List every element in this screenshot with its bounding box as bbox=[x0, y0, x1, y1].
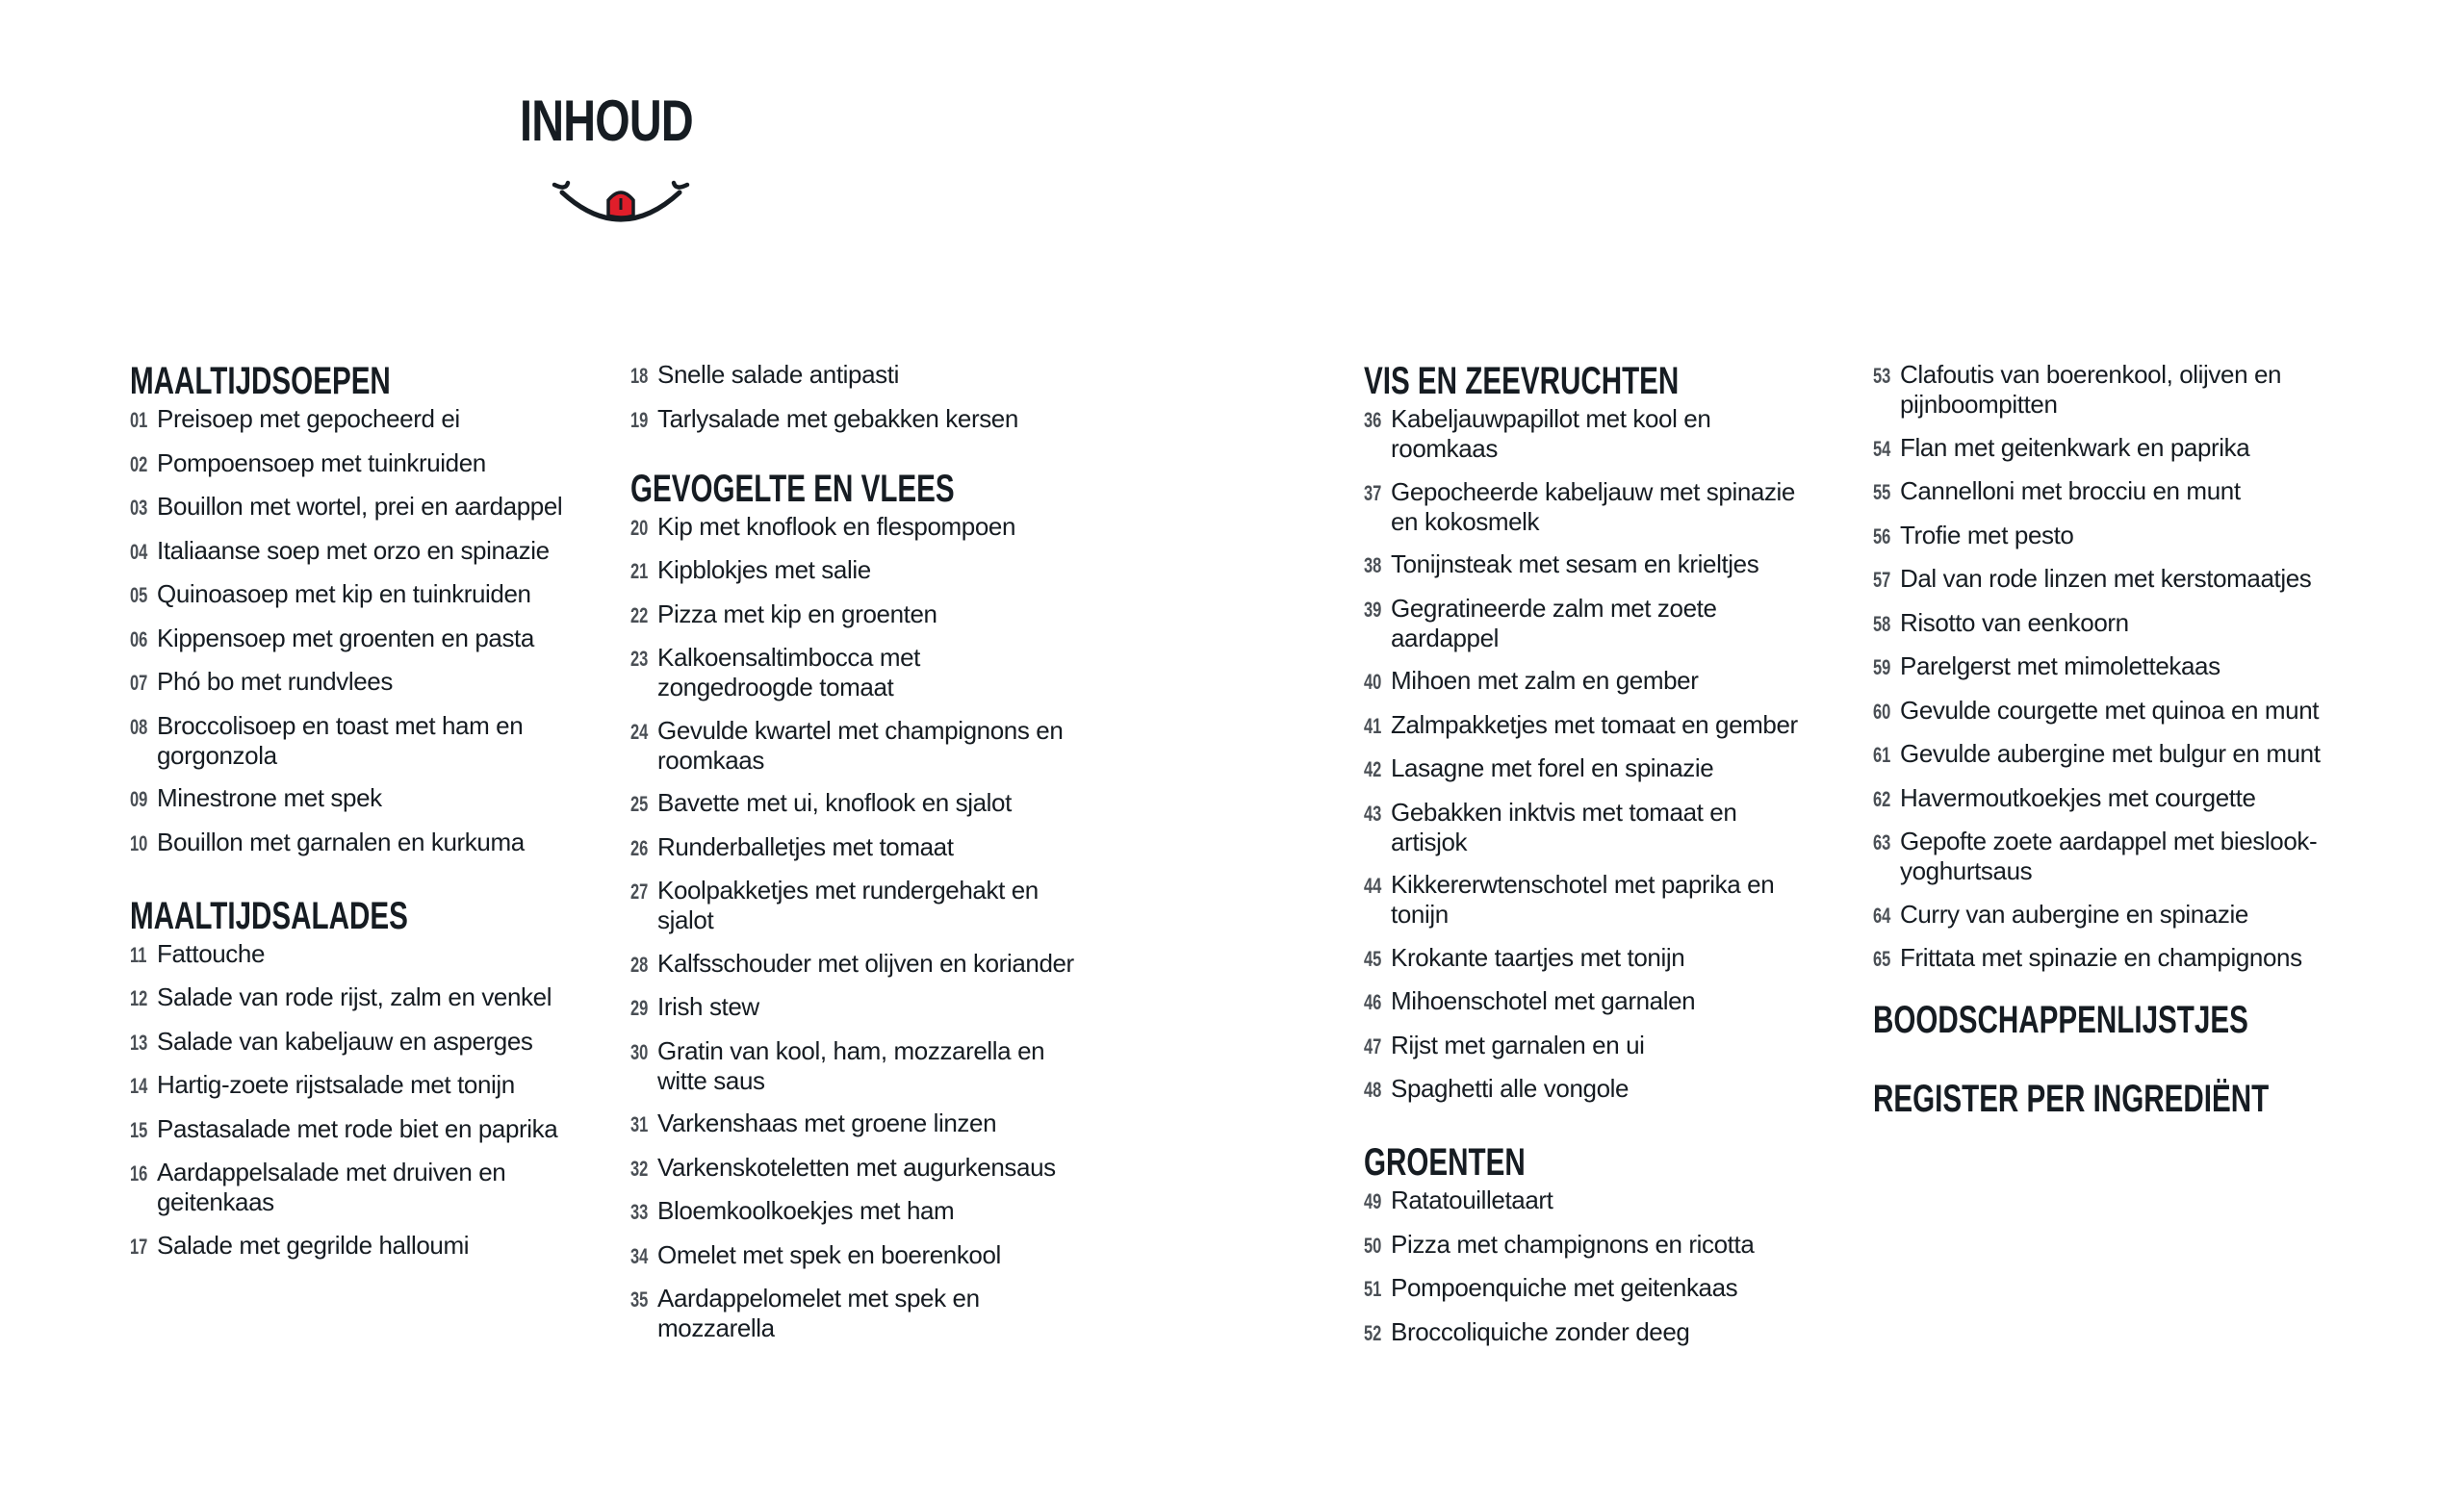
recipe-number: 21 bbox=[630, 559, 649, 583]
recipe-title: Clafoutis van boerenkool, olijven en pijnboompitten bbox=[1900, 360, 2282, 419]
recipe-number: 57 bbox=[1873, 568, 1891, 592]
recipe-title: Bavette met ui, knoflook en sjalot bbox=[657, 788, 1012, 817]
recipe-title: Risotto van eenkoorn bbox=[1900, 607, 2129, 637]
recipe-entry[interactable] bbox=[130, 1027, 611, 1058]
section-maaltijdsoepen bbox=[130, 360, 611, 858]
recipe-entry[interactable] bbox=[1873, 943, 2354, 974]
recipe-entry[interactable] bbox=[1873, 739, 2354, 770]
recipe-entry[interactable] bbox=[630, 992, 1112, 1023]
recipe-entry[interactable] bbox=[630, 949, 1112, 980]
recipe-title: Spaghetti alle vongole bbox=[1391, 1074, 1630, 1103]
recipe-title: Bouillon met wortel, prei en aardappel bbox=[157, 492, 563, 521]
recipe-number: 34 bbox=[630, 1243, 649, 1268]
recipe-list bbox=[630, 360, 1112, 435]
recipe-entry[interactable] bbox=[1873, 696, 2354, 727]
recipe-entry[interactable] bbox=[630, 555, 1112, 586]
recipe-title: Kip met knoflook en flespompoen bbox=[657, 511, 1016, 541]
recipe-number: 24 bbox=[630, 719, 649, 744]
recipe-number: 22 bbox=[630, 602, 649, 627]
recipe-title: Parelgerst met mimolettekaas bbox=[1900, 651, 2220, 680]
section-gevogelte-en-vlees bbox=[630, 468, 1112, 1344]
recipe-title: Gegratineerde zalm met zoete aardappel bbox=[1391, 593, 1717, 652]
recipe-list bbox=[130, 404, 611, 858]
recipe-number: 58 bbox=[1873, 611, 1891, 636]
recipe-number: 16 bbox=[130, 1161, 148, 1185]
recipe-title: Salade van rode rijst, zalm en venkel bbox=[157, 982, 552, 1011]
recipe-number: 13 bbox=[130, 1030, 148, 1055]
smile-tongue-icon bbox=[549, 179, 693, 227]
recipe-number: 28 bbox=[630, 952, 649, 977]
recipe-number: 02 bbox=[130, 451, 148, 476]
recipe-entry[interactable] bbox=[1364, 1317, 1845, 1348]
recipe-number: 25 bbox=[630, 792, 649, 816]
recipe-title: Varkenskoteletten met augurkensaus bbox=[657, 1152, 1056, 1182]
recipe-entry[interactable] bbox=[130, 624, 611, 654]
recipe-entry[interactable] bbox=[1364, 753, 1845, 784]
recipe-title: Bloemkoolkoekjes met ham bbox=[657, 1196, 955, 1225]
recipe-entry[interactable] bbox=[630, 360, 1112, 391]
recipe-entry[interactable] bbox=[130, 536, 611, 567]
recipe-title: Phó bo met rundvlees bbox=[157, 667, 393, 696]
recipe-number: 06 bbox=[130, 626, 148, 651]
section-vis-en-zeevruchten bbox=[1364, 360, 1845, 1105]
recipe-title: Gevulde aubergine met bulgur en munt bbox=[1900, 739, 2321, 768]
recipe-entry[interactable] bbox=[130, 492, 611, 523]
recipe-number: 26 bbox=[630, 835, 649, 860]
section-groenten bbox=[1364, 1141, 1845, 1348]
recipe-entry[interactable] bbox=[1364, 943, 1845, 974]
recipe-title: Bouillon met garnalen en kurkuma bbox=[157, 827, 525, 856]
recipe-entry[interactable] bbox=[1364, 1230, 1845, 1261]
recipe-title: Havermoutkoekjes met courgette bbox=[1900, 782, 2256, 812]
section-groenten-continued bbox=[1873, 360, 2354, 974]
recipe-title: Kippensoep met groenten en pasta bbox=[157, 623, 534, 652]
recipe-number: 17 bbox=[130, 1234, 148, 1259]
recipe-number: 47 bbox=[1364, 1033, 1382, 1058]
recipe-number: 46 bbox=[1364, 990, 1382, 1014]
recipe-number: 33 bbox=[630, 1200, 649, 1224]
recipe-title: Pompoenquiche met geitenkaas bbox=[1391, 1273, 1738, 1302]
recipe-entry[interactable] bbox=[1364, 1185, 1845, 1216]
recipe-title: Pizza met kip en groenten bbox=[657, 599, 937, 628]
recipe-number: 40 bbox=[1364, 670, 1382, 694]
recipe-number: 19 bbox=[630, 407, 649, 432]
recipe-number: 53 bbox=[1873, 364, 1891, 388]
recipe-title: Salade met gegrilde halloumi bbox=[157, 1230, 470, 1260]
recipe-number: 30 bbox=[630, 1039, 649, 1064]
recipe-entry[interactable] bbox=[1873, 783, 2354, 814]
recipe-title: Snelle salade antipasti bbox=[657, 360, 899, 389]
recipe-list bbox=[1364, 1185, 1845, 1348]
recipe-entry[interactable] bbox=[1364, 666, 1845, 697]
recipe-number: 56 bbox=[1873, 523, 1891, 548]
recipe-title: Mihoenschotel met garnalen bbox=[1391, 986, 1696, 1015]
section-maaltijdsalades bbox=[130, 895, 611, 1262]
recipe-number: 41 bbox=[1364, 713, 1382, 738]
recipe-entry[interactable] bbox=[630, 1240, 1112, 1271]
recipe-entry[interactable] bbox=[630, 1109, 1112, 1139]
recipe-number: 54 bbox=[1873, 436, 1891, 461]
recipe-entry[interactable] bbox=[130, 1231, 611, 1262]
recipe-number: 11 bbox=[130, 942, 147, 967]
recipe-title: Varkenshaas met groene linzen bbox=[657, 1109, 997, 1137]
recipe-number: 63 bbox=[1873, 830, 1891, 854]
recipe-number: 32 bbox=[630, 1156, 649, 1181]
recipe-number: 43 bbox=[1364, 801, 1382, 826]
recipe-number: 03 bbox=[130, 496, 148, 520]
recipe-number: 09 bbox=[130, 787, 148, 811]
recipe-number: 10 bbox=[130, 830, 148, 855]
recipe-entry[interactable] bbox=[630, 832, 1112, 863]
recipe-title: Kalfsschouder met olijven en koriander bbox=[657, 948, 1074, 978]
recipe-title: Aardappelsalade met druiven en geitenkaas bbox=[157, 1158, 506, 1216]
recipe-entry[interactable] bbox=[1364, 1074, 1845, 1105]
recipe-entry[interactable] bbox=[130, 448, 611, 479]
recipe-number: 01 bbox=[130, 408, 148, 432]
recipe-title: Pastasalade met rode biet en paprika bbox=[157, 1113, 558, 1143]
recipe-title: Gebakken inktvis met tomaat en artisjok bbox=[1391, 797, 1737, 856]
recipe-number: 52 bbox=[1364, 1320, 1382, 1345]
recipe-title: Ratatouilletaart bbox=[1391, 1185, 1553, 1214]
recipe-entry[interactable] bbox=[130, 1158, 611, 1217]
recipe-title: Fattouche bbox=[157, 938, 266, 968]
recipe-entry[interactable] bbox=[630, 1153, 1112, 1184]
recipe-entry[interactable] bbox=[1873, 651, 2354, 682]
recipe-entry[interactable] bbox=[630, 1036, 1112, 1096]
recipe-title: Lasagne met forel en spinazie bbox=[1391, 753, 1714, 782]
register-per-ingredient-heading[interactable]: REGISTER PER INGREDIËNT bbox=[1873, 1078, 2270, 1120]
recipe-entry[interactable] bbox=[130, 667, 611, 698]
recipe-title: Omelet met spek en boerenkool bbox=[657, 1239, 1001, 1269]
recipe-entry[interactable] bbox=[130, 982, 611, 1013]
recipe-entry[interactable] bbox=[1364, 986, 1845, 1017]
section-heading: MAALTIJDSALADES bbox=[130, 894, 408, 937]
recipe-title: Gepocheerde kabeljauw met spinazie en kokosmelk bbox=[1391, 476, 1795, 536]
recipe-number: 50 bbox=[1364, 1233, 1382, 1258]
recipe-entry[interactable] bbox=[130, 579, 611, 610]
recipe-entry[interactable] bbox=[1873, 476, 2354, 507]
recipe-number: 60 bbox=[1873, 699, 1891, 724]
recipe-title: Curry van aubergine en spinazie bbox=[1900, 899, 2248, 929]
recipe-title: Gepofte zoete aardappel met bieslook-yoghurtsaus bbox=[1900, 827, 2318, 885]
section-heading: GEVOGELTE EN VLEES bbox=[630, 467, 955, 510]
recipe-title: Flan met geitenkwark en paprika bbox=[1900, 432, 2250, 462]
section-heading: MAALTIJDSOEPEN bbox=[130, 360, 391, 402]
recipe-number: 61 bbox=[1873, 743, 1891, 767]
recipe-entry[interactable] bbox=[1364, 710, 1845, 741]
recipe-title: Broccolisoep en toast met ham en gorgonzola bbox=[157, 710, 524, 770]
recipe-title: Runderballetjes met tomaat bbox=[657, 831, 954, 861]
recipe-number: 42 bbox=[1364, 757, 1382, 781]
column-3 bbox=[1364, 360, 1845, 1361]
recipe-list bbox=[130, 939, 611, 1262]
recipe-entry[interactable] bbox=[1364, 549, 1845, 580]
recipe-title: Irish stew bbox=[657, 992, 759, 1021]
recipe-title: Kipblokjes met salie bbox=[657, 555, 871, 584]
recipe-number: 07 bbox=[130, 671, 148, 695]
recipe-entry[interactable] bbox=[130, 711, 611, 771]
recipe-number: 44 bbox=[1364, 874, 1382, 898]
recipe-title: Pizza met champignons en ricotta bbox=[1391, 1229, 1755, 1259]
recipe-title: Italiaanse soep met orzo en spinazie bbox=[157, 535, 550, 565]
recipe-entry[interactable] bbox=[1873, 521, 2354, 551]
recipe-entry[interactable] bbox=[130, 828, 611, 858]
recipe-number: 48 bbox=[1364, 1078, 1382, 1102]
recipe-number: 55 bbox=[1873, 480, 1891, 504]
section-heading: GROENTEN bbox=[1364, 1141, 1526, 1184]
recipe-number: 64 bbox=[1873, 903, 1891, 928]
recipe-entry[interactable] bbox=[630, 1284, 1112, 1343]
recipe-title: Trofie met pesto bbox=[1900, 520, 2074, 549]
recipe-title: Koolpakketjes met rundergehakt en sjalot bbox=[657, 876, 1039, 934]
recipe-title: Tonijnsteak met sesam en krieltjes bbox=[1391, 549, 1759, 578]
recipe-entry[interactable] bbox=[1873, 900, 2354, 930]
recipe-entry[interactable] bbox=[630, 643, 1112, 702]
section-heading: VIS EN ZEEVRUCHTEN bbox=[1364, 360, 1680, 402]
recipe-entry[interactable] bbox=[130, 404, 611, 435]
recipe-entry[interactable] bbox=[630, 512, 1112, 543]
recipe-title: Preisoep met gepocheerd ei bbox=[157, 404, 460, 433]
recipe-number: 15 bbox=[130, 1117, 148, 1142]
recipe-number: 23 bbox=[630, 647, 649, 671]
recipe-list bbox=[1364, 404, 1845, 1105]
recipe-entry[interactable] bbox=[1873, 360, 2354, 420]
recipe-list bbox=[630, 512, 1112, 1344]
recipe-entry[interactable] bbox=[130, 1070, 611, 1101]
recipe-title: Minestrone met spek bbox=[157, 783, 382, 812]
recipe-entry[interactable] bbox=[630, 876, 1112, 935]
recipe-entry[interactable] bbox=[1873, 608, 2354, 639]
recipe-title: Hartig-zoete rijstsalade met tonijn bbox=[157, 1070, 515, 1099]
recipe-number: 08 bbox=[130, 714, 148, 739]
recipe-entry[interactable] bbox=[130, 939, 611, 970]
recipe-title: Zalmpakketjes met tomaat en gember bbox=[1391, 709, 1798, 739]
section-salades-continued bbox=[630, 360, 1112, 435]
recipe-title: Salade van kabeljauw en asperges bbox=[157, 1026, 533, 1056]
recipe-number: 20 bbox=[630, 515, 649, 540]
column-2 bbox=[630, 360, 1112, 1357]
boodschappenlijstjes-heading[interactable]: BOODSCHAPPENLIJSTJES bbox=[1873, 999, 2248, 1041]
recipe-title: Cannelloni met brocciu en munt bbox=[1900, 476, 2241, 505]
recipe-title: Aardappelomelet met spek en mozzarella bbox=[657, 1284, 980, 1342]
recipe-entry[interactable] bbox=[630, 716, 1112, 776]
page-title: INHOUD bbox=[520, 89, 693, 153]
recipe-number: 14 bbox=[130, 1074, 148, 1098]
recipe-entry[interactable] bbox=[1364, 870, 1845, 930]
column-1 bbox=[130, 360, 611, 1274]
recipe-number: 49 bbox=[1364, 1189, 1382, 1213]
recipe-number: 36 bbox=[1364, 408, 1382, 432]
recipe-entry[interactable] bbox=[1873, 564, 2354, 595]
recipe-entry[interactable] bbox=[1364, 594, 1845, 653]
recipe-number: 04 bbox=[130, 539, 148, 564]
recipe-entry[interactable] bbox=[630, 1196, 1112, 1227]
recipe-number: 35 bbox=[630, 1287, 649, 1312]
recipe-title: Gratin van kool, ham, mozzarella en witte saus bbox=[657, 1035, 1045, 1095]
recipe-entry[interactable] bbox=[1873, 827, 2354, 886]
recipe-number: 38 bbox=[1364, 553, 1382, 577]
recipe-title: Broccoliquiche zonder deeg bbox=[1391, 1316, 1690, 1346]
recipe-number: 27 bbox=[630, 879, 649, 904]
recipe-number: 39 bbox=[1364, 597, 1382, 622]
recipe-number: 45 bbox=[1364, 946, 1382, 971]
recipe-entry[interactable] bbox=[1364, 404, 1845, 464]
recipe-number: 29 bbox=[630, 996, 649, 1020]
recipe-title: Krokante taartjes met tonijn bbox=[1391, 942, 1685, 972]
recipe-entry[interactable] bbox=[1364, 1273, 1845, 1304]
recipe-title: Mihoen met zalm en gember bbox=[1391, 666, 1699, 695]
recipe-title: Rijst met garnalen en ui bbox=[1391, 1030, 1645, 1059]
recipe-title: Dal van rode linzen met kerstomaatjes bbox=[1900, 564, 2312, 593]
recipe-number: 59 bbox=[1873, 655, 1891, 679]
recipe-title: Frittata met spinazie en champignons bbox=[1900, 943, 2302, 972]
recipe-list bbox=[1873, 360, 2354, 974]
recipe-number: 18 bbox=[630, 364, 649, 388]
recipe-entry[interactable] bbox=[630, 788, 1112, 819]
recipe-entry[interactable] bbox=[1364, 477, 1845, 537]
recipe-entry[interactable] bbox=[1873, 433, 2354, 464]
recipe-number: 37 bbox=[1364, 480, 1382, 505]
recipe-entry[interactable] bbox=[130, 783, 611, 814]
recipe-number: 51 bbox=[1364, 1277, 1382, 1301]
recipe-entry[interactable] bbox=[1364, 1031, 1845, 1061]
title-block bbox=[520, 89, 732, 153]
recipe-title: Kalkoensaltimbocca met zongedroogde tomaat bbox=[657, 643, 920, 701]
recipe-title: Pompoensoep met tuinkruiden bbox=[157, 447, 486, 477]
recipe-number: 05 bbox=[130, 583, 148, 607]
recipe-entry[interactable] bbox=[130, 1114, 611, 1145]
recipe-number: 65 bbox=[1873, 947, 1891, 971]
recipe-title: Gevulde kwartel met champignons en roomkaas bbox=[657, 715, 1064, 775]
recipe-entry[interactable] bbox=[630, 599, 1112, 630]
recipe-title: Kabeljauwpapillot met kool en roomkaas bbox=[1391, 404, 1711, 463]
recipe-title: Gevulde courgette met quinoa en munt bbox=[1900, 695, 2320, 725]
recipe-entry[interactable] bbox=[630, 404, 1112, 435]
recipe-number: 12 bbox=[130, 986, 148, 1010]
recipe-title: Quinoasoep met kip en tuinkruiden bbox=[157, 579, 531, 608]
recipe-title: Kikkererwtenschotel met paprika en tonijn bbox=[1391, 870, 1775, 929]
recipe-title: Tarlysalade met gebakken kersen bbox=[657, 403, 1018, 433]
column-4 bbox=[1873, 360, 2354, 1120]
recipe-number: 62 bbox=[1873, 786, 1891, 811]
recipe-entry[interactable] bbox=[1364, 798, 1845, 857]
recipe-number: 31 bbox=[630, 1112, 649, 1136]
